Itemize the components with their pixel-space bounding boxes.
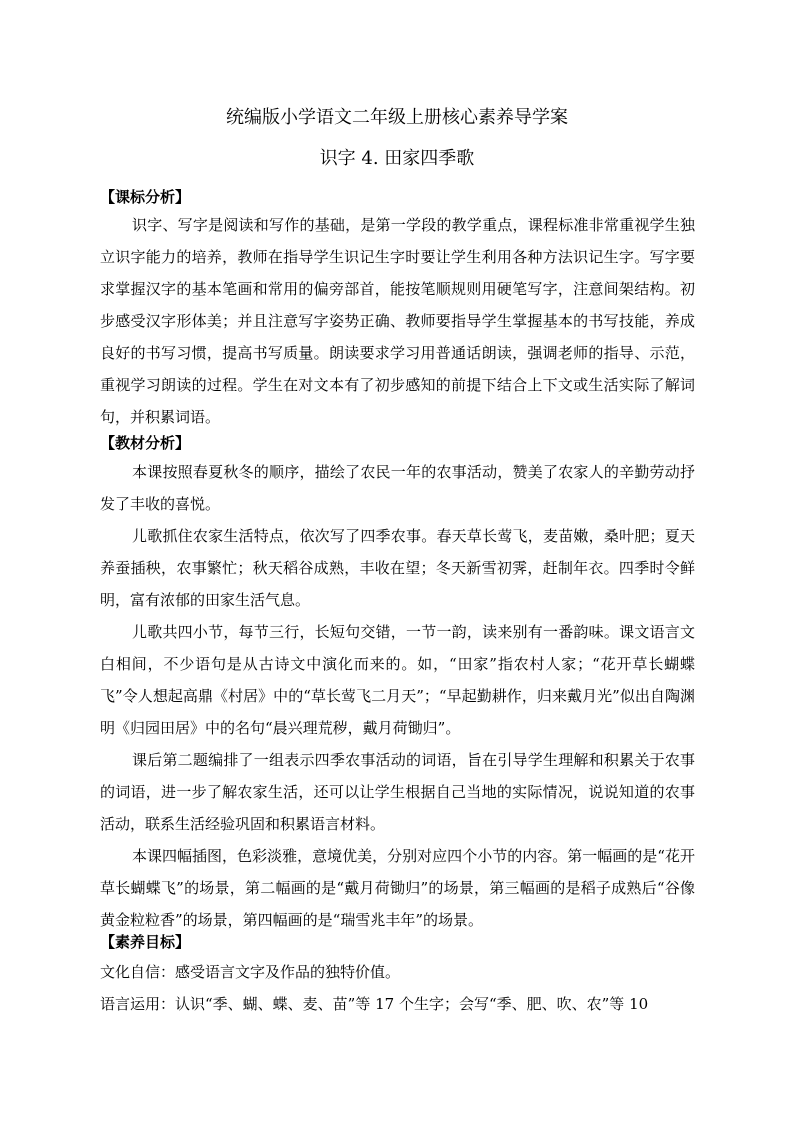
goals-paragraph-2: 语言运用：认识“季、蝴、蝶、麦、苗”等 17 个生字；会写“季、肥、吹、农”等 10 [100, 995, 649, 1013]
curriculum-paragraph: 识字、写字是阅读和写作的基础，是第一学段的教学重点，课程标准非常重视学生独立识字能力的培养，教师在指导学生识记生字时要让学生利用各种方法识记生字。写字要求掌握汉字的基本笔画和常用的偏旁部首，能按笔顺规则用硬笔写字，注意间架结构。初步感受汉字形体美；并且注意写字姿势正确、教师要指导学生掌握基本的书写技能，养成良好的书写习惯，提高书写质量。朗读要求学习用普通话朗读，强调老师的指导、示范，重视学习朗读的过程。学生在对文本有了初步感知的前提下结合上下文或生活实际了解词句，并积累词语。 [100, 216, 695, 426]
textbook-paragraph-1: 本课按照春夏秋冬的顺序，描绘了农民一年的农事活动，赞美了农家人的辛勤劳动抒发了丰收的喜悦。 [100, 463, 695, 513]
document-title: 统编版小学语文二年级上册核心素养导学案 [226, 107, 568, 128]
section-heading-goals: 【素养目标】 [100, 933, 191, 951]
section-heading-textbook: 【教材分析】 [100, 434, 191, 452]
goals-paragraph-1: 文化自信：感受语言文字及作品的独特价值。 [100, 963, 401, 981]
textbook-paragraph-3: 儿歌共四小节，每节三行，长短句交错，一节一韵，读来别有一番韵味。课文语言文白相间，不少语句是从古诗文中演化而来的。如，“田家”指农村人家；“花开草长蝴蝶飞”令人想起高鼎《村居》中的“草长莺飞二月天”；“早起勤耕作，归来戴月光”似出自陶渊明《归园田居》中的名句“晨兴理荒秽，戴月荷锄归”。 [100, 623, 695, 737]
section-heading-curriculum: 【课标分析】 [100, 188, 191, 206]
textbook-paragraph-4: 课后第二题编排了一组表示四季农事活动的词语，旨在引导学生理解和积累关于农事的词语，进一步了解农家生活，还可以让学生根据自己当地的实际情况，说说知道的农事活动，联系生活经验巩固和积累语言材料。 [100, 751, 695, 833]
textbook-paragraph-2: 儿歌抓住农家生活特点，依次写了四季农事。春天草长莺飞，麦苗嫩，桑叶肥；夏天养蚕插秧，农事繁忙；秋天稻谷成熟，丰收在望；冬天新雪初霁，赶制年衣。四季时令鲜明，富有浓郁的田家生活气息。 [100, 527, 695, 609]
textbook-paragraph-5: 本课四幅插图，色彩淡雅，意境优美，分别对应四个小节的内容。第一幅画的是“花开草长蝴蝶飞”的场景，第二幅画的是“戴月荷锄归”的场景，第三幅画的是稻子成熟后“谷像黄金粒粒香”的场景，第四幅画的是“瑞雪兆丰年”的场景。 [100, 847, 695, 929]
lesson-title: 识字 4. 田家四季歌 [319, 148, 475, 169]
